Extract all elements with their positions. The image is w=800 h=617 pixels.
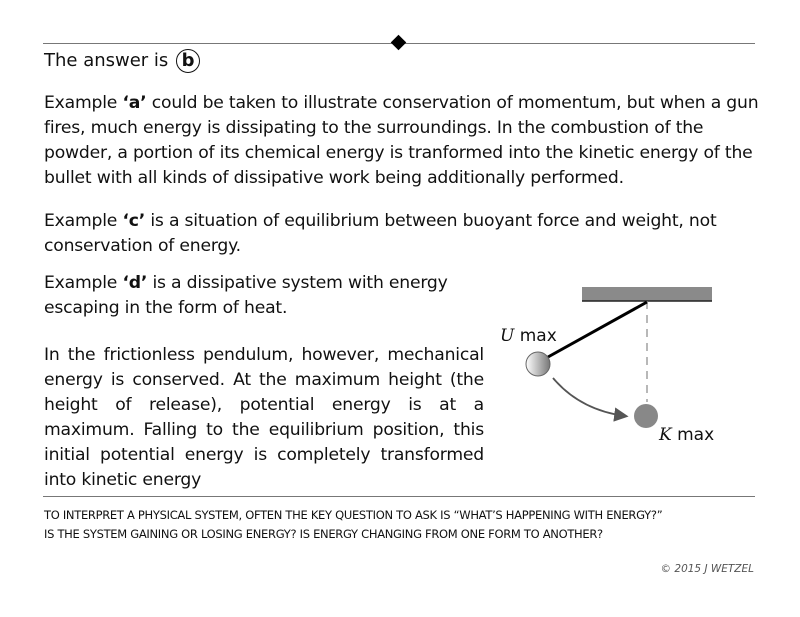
footer-divider xyxy=(43,496,755,497)
answer-line xyxy=(44,49,200,73)
paragraph-example-a xyxy=(44,91,759,191)
ceiling-support xyxy=(582,287,712,301)
prefix: Example xyxy=(44,211,123,231)
k-max-label xyxy=(659,425,714,445)
bob-equilibrium xyxy=(634,404,658,428)
u-var: U xyxy=(500,326,515,346)
paragraph-pendulum: In the frictionless pendulum, however, mechanical energy is conserved. At the maximum height (the height of release), potential energy is at a maximum. Falling to the equilibrium position, this initial potential energy is completely transformed into kinetic energy xyxy=(44,345,484,490)
text: is a situation of equilibrium between buoyant force and weight, not conservation of energy. xyxy=(44,211,717,256)
footer-line-1: TO INTERPRET A PHYSICAL SYSTEM, OFTEN THE KEY QUESTION TO ASK IS “WHAT’S HAPPENING WITH ENERGY?” xyxy=(44,508,663,522)
u-text: max xyxy=(514,326,557,346)
key-c: ‘c’ xyxy=(122,211,146,231)
prefix: Example xyxy=(44,93,123,113)
diamond-ornament-icon xyxy=(391,35,407,51)
k-text: max xyxy=(671,425,715,445)
text: is a dissipative system with energy escaping in the form of heat. xyxy=(44,273,448,318)
answer-choice-badge: b xyxy=(176,49,200,73)
footer-line-2: IS THE SYSTEM GAINING OR LOSING ENERGY? IS ENERGY CHANGING FROM ONE FORM TO ANOTHER? xyxy=(44,527,603,541)
text: could be taken to illustrate conservation of momentum, but when a gun fires, much energy is dissipating to the surroundings. In the combustion of the powder, a portion of its chemical energy is tranformed into the kinetic energy of the bullet with all kinds of dissipative work being additionally performed. xyxy=(44,93,759,188)
prefix: Example xyxy=(44,273,123,293)
copyright: © 2015 J WETZEL xyxy=(660,563,754,575)
k-var: K xyxy=(659,425,672,445)
paragraph-example-d xyxy=(44,271,484,321)
answer-prefix: The answer is xyxy=(44,50,169,71)
key-a: ‘a’ xyxy=(122,93,147,113)
bob-released xyxy=(526,352,550,376)
key-d: ‘d’ xyxy=(122,273,148,293)
u-max-label xyxy=(500,326,557,346)
paragraph-example-c xyxy=(44,209,759,259)
swing-arrow-icon xyxy=(553,378,625,416)
pendulum-string xyxy=(548,302,647,357)
